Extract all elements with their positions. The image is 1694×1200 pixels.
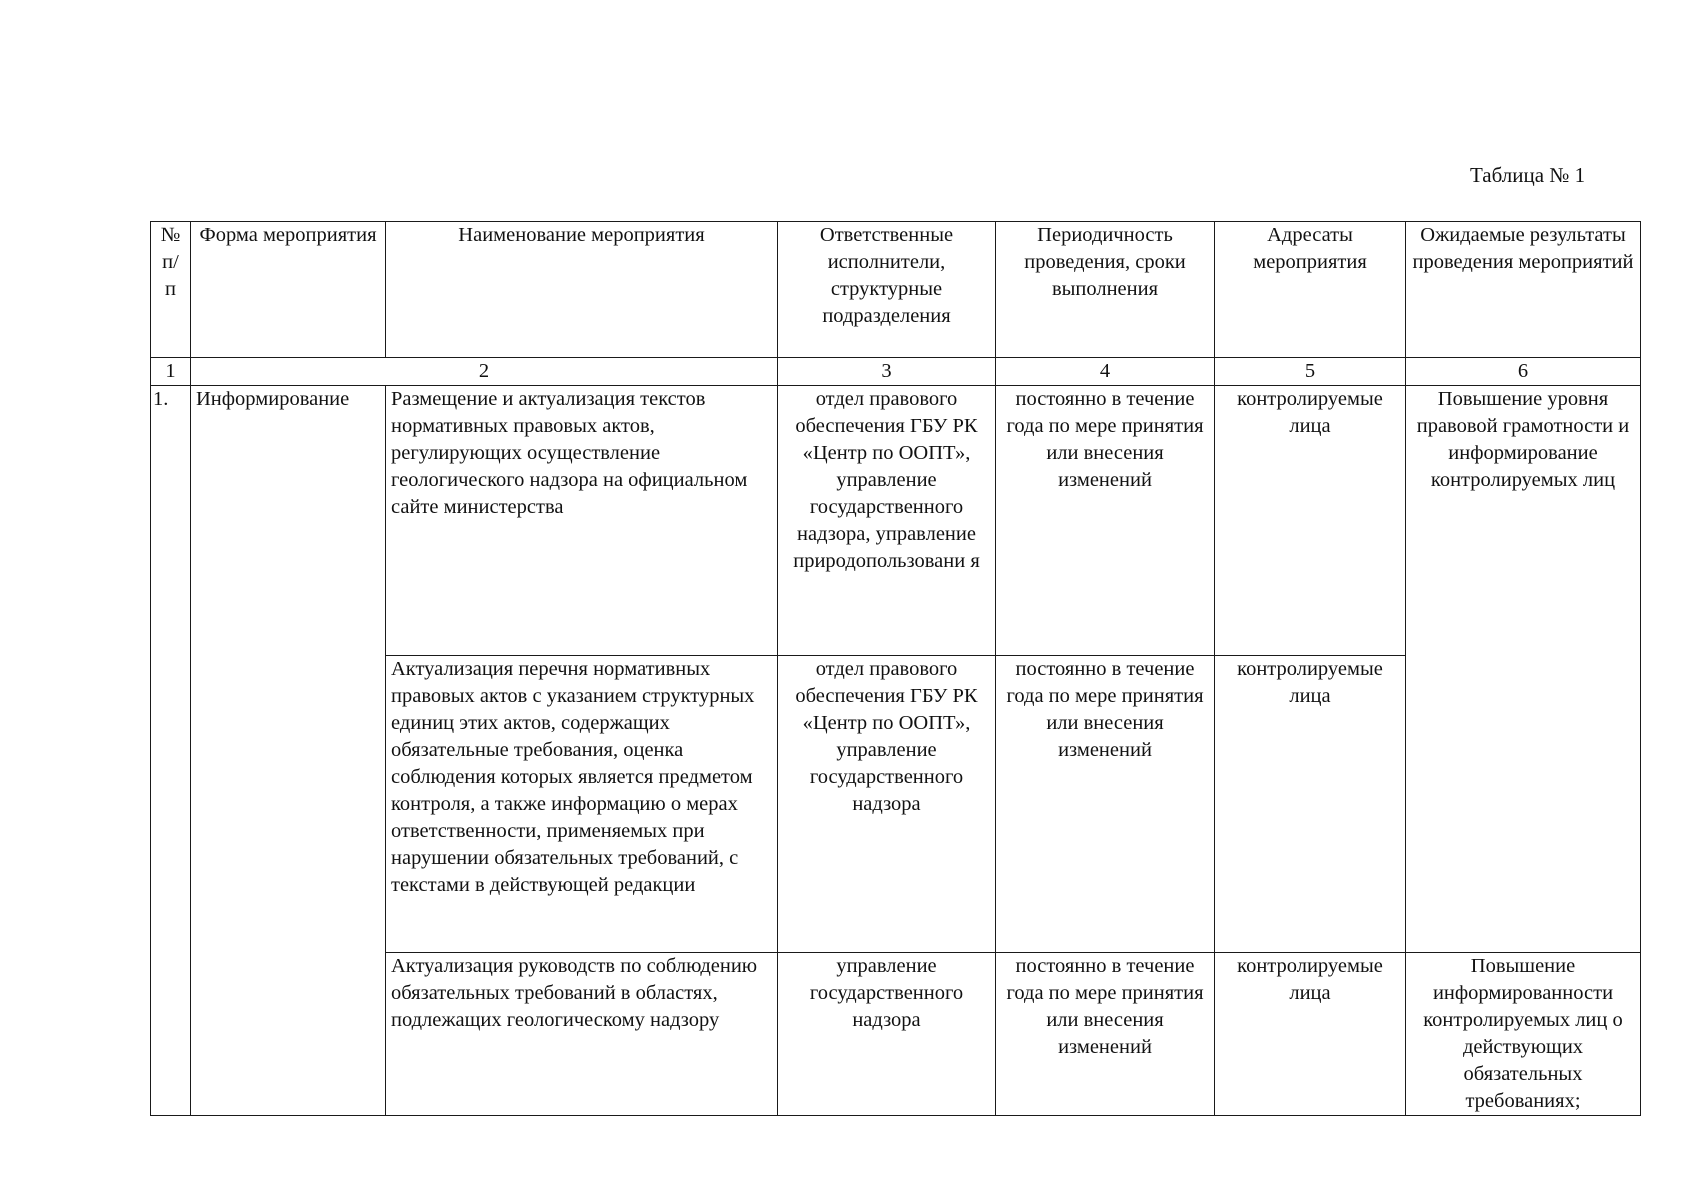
header-num: № п/ п (151, 222, 191, 358)
event-results: Повышение информированности контролируемых лиц о действующих обязательных требованиях; (1406, 953, 1641, 1116)
event-name: Размещение и актуализация текстов нормативных правовых актов, регулирующих осуществление геологического надзора на официальном сайте министерства (386, 386, 778, 656)
event-executors: отдел правового обеспечения ГБУ РК «Центр по ООПТ», управление государственного надзора, управление природопользовани я (778, 386, 996, 656)
header-executors: Ответственные исполнители, структурные подразделения (778, 222, 996, 358)
row-number: 1. (151, 386, 191, 1116)
column-number-1: 1 (151, 358, 191, 386)
event-executors: отдел правового обеспечения ГБУ РК «Центр по ООПТ», управление государственного надзора (778, 656, 996, 953)
column-number-5: 5 (1215, 358, 1406, 386)
column-number-4: 4 (996, 358, 1215, 386)
header-addressees: Адресаты мероприятия (1215, 222, 1406, 358)
header-results: Ожидаемые результаты проведения мероприятий (1406, 222, 1641, 358)
event-addressees: контролируемые лица (1215, 656, 1406, 953)
column-number-6: 6 (1406, 358, 1641, 386)
header-form: Форма мероприятия (191, 222, 386, 358)
header-row (151, 222, 1641, 358)
event-name: Актуализация перечня нормативных правовых актов с указанием структурных единиц этих актов, содержащих обязательные требования, оценка соблюдения которых является предметом контроля, а также информацию о мерах ответственности, применяемых при нарушении обязательных требований, с текстами в действующей редакции (386, 656, 778, 953)
table-caption: Таблица № 1 (1470, 163, 1586, 187)
event-addressees: контролируемые лица (1215, 386, 1406, 656)
header-period: Периодичность проведения, сроки выполнения (996, 222, 1215, 358)
event-name: Актуализация руководств по соблюдению обязательных требований в областях, подлежащих геологическому надзору (386, 953, 778, 1116)
table-row (151, 386, 1641, 656)
event-results: Повышение уровня правовой грамотности и информирование контролируемых лиц (1406, 386, 1641, 953)
header-name: Наименование мероприятия (386, 222, 778, 358)
events-table (150, 221, 1641, 1116)
event-period: постоянно в течение года по мере принятия или внесения изменений (996, 386, 1215, 656)
column-number-2: 2 (191, 358, 778, 386)
column-number-3: 3 (778, 358, 996, 386)
event-period: постоянно в течение года по мере принятия или внесения изменений (996, 953, 1215, 1116)
event-form: Информирование (191, 386, 386, 1116)
event-addressees: контролируемые лица (1215, 953, 1406, 1116)
event-period: постоянно в течение года по мере принятия или внесения изменений (996, 656, 1215, 953)
column-number-row (151, 358, 1641, 386)
event-executors: управление государственного надзора (778, 953, 996, 1116)
